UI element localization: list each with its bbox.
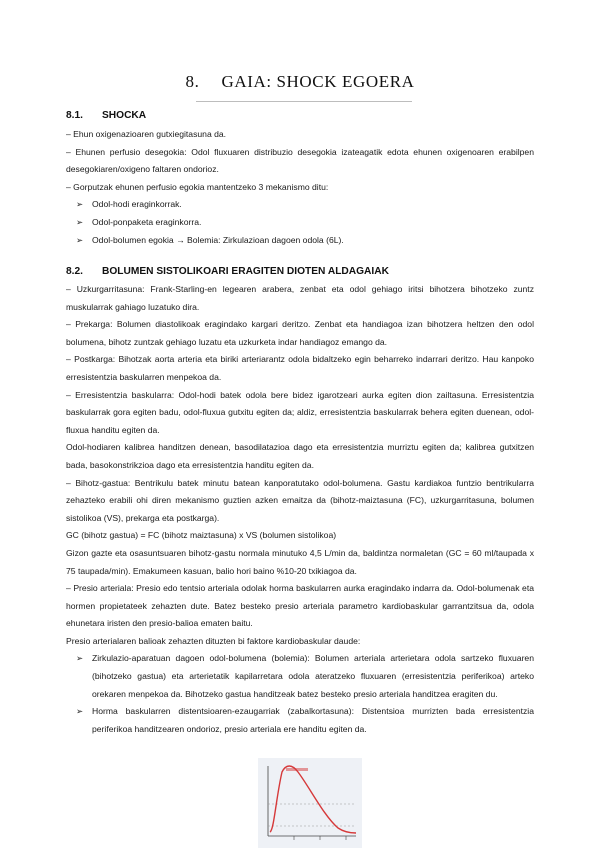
chapter-title-text: GAIA: SHOCK EGOERA [221, 72, 415, 91]
section-heading-8-1 [66, 110, 146, 121]
paragraph: Gizon gazte eta osasuntsuaren bihotz-gastu normala minutuko 4,5 L/min da, baldintza normaletan (GC = 60 ml/taupada x 75 taupada/min). Emakumeen kasuan, balio hori baino %10-20 txikiagoa da. [66, 547, 534, 576]
section-number: 8.1. [66, 110, 83, 121]
paragraph: – Prekarga: Bolumen diastolikoak eragindako kargari deritzo. Zenbat eta handiagoa izan bihotzera heltzen den odol bolumena, bihotz zuntzak gehiago luzatu eta uzkurketa indar handiagoz emango da. [66, 319, 534, 347]
list-item: ➢ Horma baskularren distentsioaren-ezaugarriak (zabalkortasuna): Distentsioa murrizten bada erresistentzia periferikoa handitzearen ondorioz, presio arteriala ere handitu egiten da. [66, 703, 534, 738]
paragraph: – Postkarga: Bihotzak aorta arteria eta biriki arteriarantz odola bidaltzeko egin beharreko indarrari deritzo. Hau kanpoko erresistentzia baskularren menpekoa da. [66, 354, 534, 382]
paragraph: – Presio arteriala: Presio edo tentsio arteriala odolak horma baskularren aurka eragindako indarra da. Odol-bolumenak eta hormen propietateek zehazten dute. Batez besteko presio arteriala parametro kardiobaskular garrantzitsua da, odola ehunetara iristen den presio-balioa ematen baitu. [66, 583, 534, 629]
paragraph: – Gorputzak ehunen perfusio egokia mantentzeko 3 mekanismo ditu: [66, 181, 329, 192]
section-heading-8-2 [66, 266, 389, 277]
arrow-bullet-icon: ➢ [76, 234, 84, 245]
section-body-8-1 [66, 126, 534, 249]
paragraph: – Uzkurgarritasuna: Frank-Starling-en legearen arabera, zenbat eta odol gehiago iritsi bihotzera bihotzeko zuntz muskularrak gahiago luzatuko dira. [66, 284, 534, 312]
section-number: 8.2. [66, 266, 83, 277]
paragraph: – Ehunen perfusio desegokia: Odol fluxuaren distribuzio desegokia izateagatik edota ehunen oxigenoaren erabilpen desegokiaren/oxigeno faltaren ondorioz. [66, 146, 534, 175]
pressure-curve [270, 766, 356, 833]
list-item: ➢ Odol-ponpaketa eraginkorra. [66, 214, 534, 232]
arrow-bullet-icon: ➢ [76, 706, 84, 717]
arrow-bullet-icon: ➢ [76, 653, 84, 664]
section-title: SHOCKA [102, 110, 147, 121]
section-body-8-2 [66, 281, 534, 738]
paragraph: – Erresistentzia baskularra: Odol-hodi batek odola bere bidez igarotzeari aurka egiten dion zailtasuna. Erresistentzia baskularrak gora egiten badu, odol-fluxua gutxitu egiten da; aldiz, erresistentzia baskularrak behera egiten duenean, odol-fluxua handitu egiten da. [66, 389, 534, 435]
pressure-curve-graphic [258, 758, 362, 848]
list-item: ➢ Odol-hodi eraginkorrak. [66, 196, 534, 214]
paragraph: – Ehun oxigenazioaren gutxiegitasuna da. [66, 129, 227, 139]
arrow-bullet-icon: ➢ [76, 199, 84, 210]
title-divider [196, 101, 412, 102]
paragraph: – Bihotz-gastua: Bentrikulu batek minutu batean kanporatutako odol-bolumena. Gastu kardiakoa funtzio bentrikularra zehazteko erabili ohi diren mekanismo guztien azken emaitza da (bihotz-maiztasuna (FC), uzkurgarritasuna, bolumen sistolikoa (VS), prekarga eta postkarga). [66, 477, 534, 523]
pressure-curve-figure [258, 758, 362, 848]
chapter-title [0, 72, 600, 92]
section-title: BOLUMEN SISTOLIKOARI ERAGITEN DIOTEN ALDAGAIAK [102, 266, 389, 277]
list-item: ➢ Odol-bolumen egokia → Bolemia: Zirkulazioan dagoen odola (6L). [66, 232, 534, 250]
arrow-bullet-icon: ➢ [76, 216, 84, 227]
paragraph: Presio arterialaren balioak zehazten dituzten bi faktore kardiobaskular daude: [66, 635, 361, 646]
chapter-number: 8. [185, 72, 200, 91]
paragraph: Odol-hodiaren kalibrea handitzen denean, basodilatazioa dago eta erresistentzia murriztu egiten da; kalibrea gutxitzen bada, basokonstrikzioa dago eta erresistentzia handitu egiten da. [66, 442, 534, 470]
list-item: ➢ Zirkulazio-aparatuan dagoen odol-bolumena (bolemia): Bolumen arteriala arterietara odola sartzeko fluxuaren (bihotzeko gastua) eta arterietatik kapilarretara odola ateratzeko fluxuaren (erresistentzia periferikoa) arteko orekaren menpekoa da. Bihotzeko gastua handitzeak batez besteko presio arteriala handitzea eragiten du. [66, 650, 534, 703]
formula: GC (bihotz gastua) = FC (bihotz maiztasuna) x VS (bolumen sistolikoa) [66, 530, 337, 541]
curve-label-mark [286, 768, 308, 771]
